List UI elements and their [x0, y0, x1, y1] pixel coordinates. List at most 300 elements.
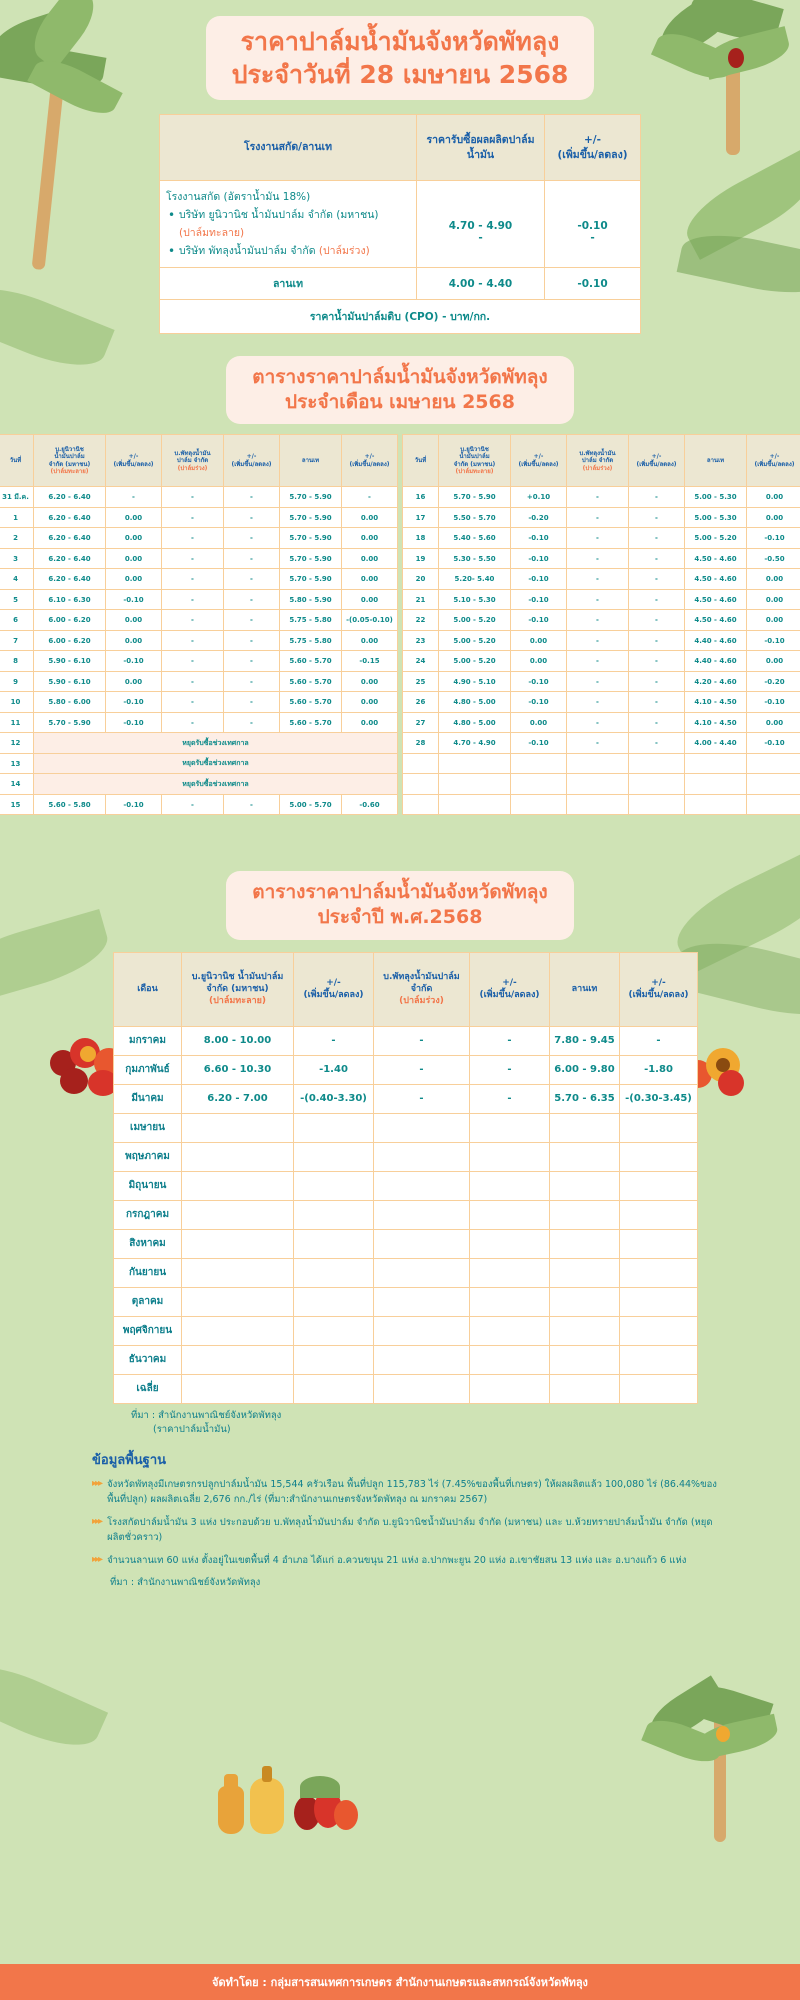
- cell-holiday: หยุดรับซื้อช่วงเทศกาล: [34, 774, 398, 795]
- chg-r3: +/-: [651, 453, 662, 461]
- table-row: [0, 487, 398, 508]
- cell-lanthe-change: [620, 1374, 698, 1403]
- cell-phatthalung-change: [629, 774, 685, 795]
- col-header-lanthe: ลานเท: [685, 435, 747, 487]
- cell-phatthalung-price: -: [567, 692, 629, 713]
- y-chg-3b: (เพิ่มขึ้น/ลดลง): [628, 990, 689, 1000]
- table-row: [403, 507, 800, 528]
- cell-lanthe-change: -1.80: [620, 1055, 698, 1084]
- chevron-right-icon: ▸▸▸: [92, 1553, 102, 1565]
- cell-univanich-price: 6.20 - 6.40: [34, 507, 106, 528]
- cell-holiday: หยุดรับซื้อช่วงเทศกาล: [34, 733, 398, 754]
- cell-lanthe-price: 5.00 - 5.30: [685, 507, 747, 528]
- cell-univanich-change: 0.00: [106, 548, 162, 569]
- cell-month: สิงหาคม: [114, 1229, 182, 1258]
- cell-day: 15: [0, 794, 34, 815]
- factory-list-cell: [160, 181, 417, 268]
- cell-day: 23: [403, 630, 439, 651]
- cell-lanthe-price: 4.20 - 4.60: [685, 671, 747, 692]
- cell-univanich-price: [182, 1258, 294, 1287]
- cell-phatthalung-change: -: [629, 733, 685, 754]
- cell-phatthalung-change: [470, 1316, 550, 1345]
- col-header-change-1: [294, 952, 374, 1026]
- main-title-wrap: [0, 0, 800, 100]
- cell-univanich-change: -0.10: [511, 589, 567, 610]
- cell-phatthalung-price: -: [567, 528, 629, 549]
- chevron-right-icon: ▸▸▸: [92, 1478, 102, 1489]
- cell-phatthalung-price: [374, 1200, 470, 1229]
- factory-change-cell: [545, 181, 641, 268]
- cell-lanthe-change: 0.00: [747, 712, 800, 733]
- cell-lanthe-change: 0.00: [747, 569, 800, 590]
- cell-lanthe-price: 5.60 - 5.70: [280, 692, 342, 713]
- y-pat-l3: (ปาล์มร่วง): [399, 996, 444, 1007]
- year-title-line2: ประจำปี พ.ศ.2568: [317, 906, 483, 929]
- yearly-source: [113, 1409, 687, 1438]
- cell-day: 7: [0, 630, 34, 651]
- cell-phatthalung-change: -: [629, 507, 685, 528]
- table-row: [114, 1084, 698, 1113]
- cell-phatthalung-price: -: [162, 671, 224, 692]
- uni-l3: จำกัด (มหาชน): [48, 460, 91, 468]
- cell-univanich-change: -0.10: [106, 692, 162, 713]
- cell-lanthe-price: 4.40 - 4.60: [685, 651, 747, 672]
- cell-phatthalung-change: -: [629, 589, 685, 610]
- cell-day: 20: [403, 569, 439, 590]
- cell-phatthalung-change: -: [629, 569, 685, 590]
- cell-lanthe-change: 0.00: [342, 569, 398, 590]
- cell-day: 6: [0, 610, 34, 631]
- cell-phatthalung-change: -: [470, 1055, 550, 1084]
- table-row: [403, 630, 800, 651]
- cell-lanthe-price: 5.60 - 5.70: [280, 712, 342, 733]
- note-item: [92, 1477, 730, 1508]
- cell-phatthalung-change: [470, 1345, 550, 1374]
- table-row: [403, 692, 800, 713]
- cell-lanthe-price: 4.10 - 4.50: [685, 712, 747, 733]
- cell-lanthe-price: 5.70 - 6.35: [550, 1084, 620, 1113]
- cell-univanich-change: [294, 1142, 374, 1171]
- cell-lanthe-price: [550, 1229, 620, 1258]
- cell-phatthalung-change: -: [224, 630, 280, 651]
- cell-day: 18: [403, 528, 439, 549]
- table-row: [0, 753, 398, 774]
- cell-univanich-price: 5.20- 5.40: [439, 569, 511, 590]
- factory-heading: โรงงานสกัด (อัตราน้ำมัน 18%): [166, 191, 311, 203]
- cell-lanthe-price: 5.00 - 5.70: [280, 794, 342, 815]
- cell-univanich-change: [294, 1316, 374, 1345]
- table-row: [160, 268, 641, 300]
- cell-month: มกราคม: [114, 1026, 182, 1055]
- cell-univanich-price: 5.00 - 5.20: [439, 630, 511, 651]
- table-row: [114, 1287, 698, 1316]
- cell-lanthe-change: [620, 1316, 698, 1345]
- uni-l3r: จำกัด (มหาชน): [453, 460, 496, 468]
- uni-l1: บ.ยูนิวานิช: [55, 445, 84, 453]
- cell-lanthe-change: [620, 1258, 698, 1287]
- cell-phatthalung-change: -: [629, 548, 685, 569]
- factory-name-2: บริษัท พัทลุงน้ำมันปาล์ม จำกัด: [179, 245, 319, 258]
- cell-univanich-price: [182, 1287, 294, 1316]
- cell-month: ธันวาคม: [114, 1345, 182, 1374]
- col-header-phatthalung: [162, 435, 224, 487]
- cell-univanich-price: [439, 774, 511, 795]
- cell-lanthe-price: 5.70 - 5.90: [280, 548, 342, 569]
- cell-univanich-change: 0.00: [106, 630, 162, 651]
- cell-univanich-price: [439, 753, 511, 774]
- table-row: [403, 794, 800, 815]
- month-title-wrap: [0, 356, 800, 424]
- chg-r4: (เพิ่มขึ้น/ลดลง): [636, 460, 677, 468]
- cell-phatthalung-change: -: [224, 507, 280, 528]
- cell-lanthe-price: 6.00 - 9.80: [550, 1055, 620, 1084]
- monthly-table-left: [0, 434, 398, 815]
- col-header-change-1: [511, 435, 567, 487]
- cell-univanich-change: -0.10: [106, 794, 162, 815]
- col-header-change-2: [224, 435, 280, 487]
- cpo-note-row: [160, 300, 641, 334]
- cell-univanich-price: 5.70 - 5.90: [439, 487, 511, 508]
- cell-day: 2: [0, 528, 34, 549]
- y-chg-1b: (เพิ่มขึ้น/ลดลง): [303, 990, 364, 1000]
- cell-lanthe-change: -: [342, 487, 398, 508]
- pat-l2r: ปาล์ม จำกัด: [581, 457, 614, 465]
- table-row: [0, 651, 398, 672]
- cell-lanthe-change: [620, 1200, 698, 1229]
- cell-day: [403, 794, 439, 815]
- cell-phatthalung-change: [629, 753, 685, 774]
- cell-lanthe-price: 4.50 - 4.60: [685, 548, 747, 569]
- cell-lanthe-change: -0.10: [747, 528, 800, 549]
- cell-univanich-change: +0.10: [511, 487, 567, 508]
- factory-price-1: 4.70 - 4.90: [448, 220, 513, 233]
- cell-phatthalung-price: [374, 1229, 470, 1258]
- cell-univanich-change: -0.10: [511, 548, 567, 569]
- cell-univanich-price: 8.00 - 10.00: [182, 1026, 294, 1055]
- cell-day: 9: [0, 671, 34, 692]
- pat-l1r: บ.พัทลุงน้ำมัน: [579, 449, 616, 457]
- table-row: [0, 610, 398, 631]
- cell-univanich-change: -0.10: [106, 651, 162, 672]
- table-row: [403, 733, 800, 754]
- cell-univanich-change: 0.00: [106, 671, 162, 692]
- cell-lanthe-price: [685, 774, 747, 795]
- table-row: [0, 794, 398, 815]
- chg-l1c: +/-: [364, 453, 375, 461]
- cell-lanthe-change: 0.00: [747, 487, 800, 508]
- cell-lanthe-price: [550, 1142, 620, 1171]
- y-chg-2b: (เพิ่มขึ้น/ลดลง): [479, 990, 540, 1000]
- cell-month: เมษายน: [114, 1113, 182, 1142]
- cell-univanich-change: [294, 1171, 374, 1200]
- table-row: [0, 507, 398, 528]
- cell-univanich-change: 0.00: [106, 528, 162, 549]
- cell-phatthalung-price: -: [567, 548, 629, 569]
- cell-phatthalung-change: -: [470, 1026, 550, 1055]
- cell-month: กุมภาพันธ์: [114, 1055, 182, 1084]
- cell-day: 17: [403, 507, 439, 528]
- cell-univanich-change: 0.00: [511, 630, 567, 651]
- cell-univanich-change: 0.00: [106, 507, 162, 528]
- cell-univanich-price: 5.10 - 5.30: [439, 589, 511, 610]
- table-row: [0, 589, 398, 610]
- cell-phatthalung-price: -: [567, 712, 629, 733]
- cell-phatthalung-price: -: [162, 528, 224, 549]
- cell-univanich-change: -0.10: [511, 692, 567, 713]
- table-row: [0, 733, 398, 754]
- table-row: [0, 671, 398, 692]
- monthly-price-tables: [2, 434, 795, 815]
- daily-price-table-wrap: [159, 114, 641, 334]
- chg-l2c: (เพิ่มขึ้น/ลดลง): [349, 460, 390, 468]
- table-row: [0, 630, 398, 651]
- cell-lanthe-change: [620, 1229, 698, 1258]
- cell-phatthalung-price: -: [374, 1055, 470, 1084]
- col-header-lanthe: ลานเท: [280, 435, 342, 487]
- note-item: [92, 1553, 730, 1568]
- cell-phatthalung-price: [567, 774, 629, 795]
- table-row: [114, 1316, 698, 1345]
- palm-fruit-icon: [716, 1726, 730, 1742]
- table-row: [160, 181, 641, 268]
- cell-lanthe-change: [747, 774, 800, 795]
- cell-phatthalung-price: -: [567, 589, 629, 610]
- cell-lanthe-change: 0.00: [342, 692, 398, 713]
- cell-lanthe-change: [620, 1171, 698, 1200]
- yearly-price-table-wrap: [113, 952, 692, 1404]
- cell-univanich-change: [511, 753, 567, 774]
- cell-lanthe-change: 0.00: [747, 589, 800, 610]
- cell-lanthe-price: 5.60 - 5.70: [280, 651, 342, 672]
- cell-day: 31 มี.ค.: [0, 487, 34, 508]
- cell-day: 8: [0, 651, 34, 672]
- factory-change-2: -: [590, 232, 595, 245]
- cell-day: 21: [403, 589, 439, 610]
- cell-univanich-price: [182, 1374, 294, 1403]
- cell-phatthalung-change: -: [629, 630, 685, 651]
- y-pat-l1: บ.พัทลุงน้ำมันปาล์ม: [383, 971, 460, 982]
- col-header-change-3: [620, 952, 698, 1026]
- cell-phatthalung-price: -: [567, 733, 629, 754]
- factory-name-1: บริษัท ยูนิวานิช น้ำมันปาล์ม จำกัด (มหาชน): [179, 209, 379, 222]
- cell-phatthalung-price: -: [162, 651, 224, 672]
- table-row: [0, 548, 398, 569]
- cell-phatthalung-change: -: [470, 1084, 550, 1113]
- cell-univanich-price: [182, 1200, 294, 1229]
- cell-phatthalung-change: [470, 1229, 550, 1258]
- col-header-change-2: [470, 952, 550, 1026]
- factory-price-2: -: [478, 232, 483, 245]
- uni-l4: (ปาล์มทะลาย): [50, 468, 89, 476]
- monthly-left-body: [0, 487, 398, 815]
- cell-phatthalung-price: -: [567, 507, 629, 528]
- table-row: [403, 589, 800, 610]
- factory-price-cell: [417, 181, 545, 268]
- table-row: [114, 1229, 698, 1258]
- yearly-body: [114, 1026, 698, 1403]
- cell-day: 25: [403, 671, 439, 692]
- cell-univanich-price: 5.60 - 5.80: [34, 794, 106, 815]
- pat-l3r: (ปาล์มร่วง): [582, 464, 613, 472]
- year-title-line1: ตารางราคาปาล์มน้ำมันจังหวัดพัทลุง: [252, 881, 548, 904]
- cell-univanich-change: -(0.40-3.30): [294, 1084, 374, 1113]
- col-header-change-line2: (เพิ่มขึ้น/ลดลง): [557, 148, 628, 161]
- cell-lanthe-change: [620, 1113, 698, 1142]
- cell-month: พฤษภาคม: [114, 1142, 182, 1171]
- cell-lanthe-change: -0.60: [342, 794, 398, 815]
- cell-day: 11: [0, 712, 34, 733]
- cell-lanthe-price: [550, 1287, 620, 1316]
- cell-phatthalung-change: -: [224, 692, 280, 713]
- cell-univanich-price: 6.60 - 10.30: [182, 1055, 294, 1084]
- lanthe-label: ลานเท: [160, 268, 417, 300]
- table-header-row: [403, 435, 800, 487]
- cell-phatthalung-price: -: [162, 630, 224, 651]
- col-header-change-2: [629, 435, 685, 487]
- col-header-change: [545, 115, 641, 181]
- yearly-price-table: [113, 952, 698, 1404]
- cell-phatthalung-change: -: [224, 712, 280, 733]
- cell-phatthalung-change: -: [629, 712, 685, 733]
- cell-lanthe-change: [747, 753, 800, 774]
- cell-lanthe-change: 0.00: [342, 671, 398, 692]
- cell-phatthalung-price: -: [162, 712, 224, 733]
- basic-info-notes: [70, 1449, 730, 1590]
- table-row: [403, 487, 800, 508]
- cell-phatthalung-price: [374, 1287, 470, 1316]
- cell-phatthalung-change: -: [629, 651, 685, 672]
- cell-day: 3: [0, 548, 34, 569]
- factory-tag-2: (ปาล์มร่วง): [318, 245, 370, 258]
- yearly-source-line1: ที่มา : สำนักงานพาณิชย์จังหวัดพัทลุง: [131, 1409, 282, 1421]
- table-row: [114, 1055, 698, 1084]
- cell-univanich-change: 0.00: [511, 651, 567, 672]
- table-row: [403, 548, 800, 569]
- cell-phatthalung-price: -: [374, 1084, 470, 1113]
- cell-lanthe-price: 4.40 - 4.60: [685, 630, 747, 651]
- table-row: [403, 610, 800, 631]
- cell-phatthalung-change: -: [629, 692, 685, 713]
- cell-univanich-price: 5.90 - 6.10: [34, 671, 106, 692]
- table-row: [0, 712, 398, 733]
- cell-phatthalung-price: [567, 753, 629, 774]
- cell-day: 4: [0, 569, 34, 590]
- cell-lanthe-change: 0.00: [342, 712, 398, 733]
- month-title-line2: ประจำเดือน เมษายน 2568: [285, 391, 515, 414]
- produce-illustration: [210, 1760, 380, 1838]
- col-header-change-line1: +/-: [584, 134, 601, 147]
- cell-month: กันยายน: [114, 1258, 182, 1287]
- col-header-change-1: [106, 435, 162, 487]
- cell-lanthe-price: 4.10 - 4.50: [685, 692, 747, 713]
- note-item: [92, 1515, 730, 1546]
- cpo-note: ราคาน้ำมันปาล์มดิบ (CPO) - บาท/กก.: [160, 300, 641, 334]
- table-row: [114, 1026, 698, 1055]
- cell-lanthe-price: 4.50 - 4.60: [685, 610, 747, 631]
- uni-l1r: บ.ยูนิวานิช: [460, 445, 489, 453]
- page-title-line1: ราคาปาล์มน้ำมันจังหวัดพัทลุง: [240, 27, 560, 56]
- page-title: [206, 16, 595, 100]
- cell-univanich-price: 4.90 - 5.10: [439, 671, 511, 692]
- cell-univanich-price: 5.80 - 6.00: [34, 692, 106, 713]
- cell-lanthe-change: -(0.05-0.10): [342, 610, 398, 631]
- cell-phatthalung-price: -: [162, 589, 224, 610]
- cell-lanthe-price: 5.60 - 5.70: [280, 671, 342, 692]
- table-row: [114, 1374, 698, 1403]
- cell-univanich-change: [294, 1374, 374, 1403]
- cell-lanthe-price: 5.70 - 5.90: [280, 569, 342, 590]
- chevron-right-icon: ▸▸▸: [92, 1515, 102, 1527]
- cell-phatthalung-price: [374, 1113, 470, 1142]
- cell-phatthalung-price: [374, 1345, 470, 1374]
- uni-l2: น้ำมันปาล์ม: [54, 453, 85, 461]
- cell-day: [403, 753, 439, 774]
- cell-lanthe-change: 0.00: [747, 651, 800, 672]
- col-header-month: เดือน: [114, 952, 182, 1026]
- factory-change-1: -0.10: [577, 220, 608, 233]
- cell-lanthe-price: [550, 1200, 620, 1229]
- y-uni-l1: บ.ยูนิวานิช น้ำมันปาล์ม: [191, 971, 284, 982]
- cell-univanich-change: [294, 1287, 374, 1316]
- cell-day: 13: [0, 753, 34, 774]
- cell-univanich-change: -: [294, 1026, 374, 1055]
- cell-phatthalung-change: -: [629, 671, 685, 692]
- cell-phatthalung-change: -: [224, 651, 280, 672]
- chg-r1: +/-: [533, 453, 544, 461]
- cell-lanthe-change: 0.00: [747, 507, 800, 528]
- cell-lanthe-change: -0.50: [747, 548, 800, 569]
- chg-r2: (เพิ่มขึ้น/ลดลง): [518, 460, 559, 468]
- cell-day: 16: [403, 487, 439, 508]
- col-header-price: ราคารับซื้อผลผลิตปาล์มน้ำมัน: [417, 115, 545, 181]
- cell-phatthalung-price: -: [162, 794, 224, 815]
- cell-univanich-change: -1.40: [294, 1055, 374, 1084]
- table-row: [403, 753, 800, 774]
- cell-lanthe-price: [550, 1171, 620, 1200]
- cell-month: ตุลาคม: [114, 1287, 182, 1316]
- lanthe-change: -0.10: [545, 268, 641, 300]
- cell-lanthe-change: [620, 1287, 698, 1316]
- cell-univanich-price: 5.00 - 5.20: [439, 651, 511, 672]
- cell-day: 1: [0, 507, 34, 528]
- cell-univanich-price: [439, 794, 511, 815]
- notes-source: ที่มา : สำนักงานพาณิชย์จังหวัดพัทลุง: [110, 1576, 261, 1588]
- cell-phatthalung-price: [374, 1258, 470, 1287]
- cell-phatthalung-change: -: [224, 569, 280, 590]
- cell-phatthalung-price: -: [567, 630, 629, 651]
- cell-univanich-change: -: [106, 487, 162, 508]
- cell-univanich-price: [182, 1113, 294, 1142]
- notes-heading: ข้อมูลพื้นฐาน: [92, 1453, 167, 1468]
- cell-lanthe-change: -0.10: [747, 630, 800, 651]
- cell-phatthalung-change: -: [224, 589, 280, 610]
- y-chg-2a: +/-: [502, 977, 517, 988]
- cell-month: พฤศจิกายน: [114, 1316, 182, 1345]
- cell-lanthe-change: 0.00: [342, 507, 398, 528]
- cell-month: เฉลี่ย: [114, 1374, 182, 1403]
- cell-univanich-price: [182, 1316, 294, 1345]
- table-row: [0, 774, 398, 795]
- cell-lanthe-change: 0.00: [342, 630, 398, 651]
- cell-lanthe-price: 5.00 - 5.30: [685, 487, 747, 508]
- table-header-row: [0, 435, 398, 487]
- chg-r6: (เพิ่มขึ้น/ลดลง): [754, 460, 795, 468]
- cell-lanthe-change: 0.00: [342, 528, 398, 549]
- cell-phatthalung-price: -: [162, 569, 224, 590]
- cell-univanich-price: 6.20 - 6.40: [34, 548, 106, 569]
- cell-phatthalung-change: [470, 1113, 550, 1142]
- cell-phatthalung-price: -: [162, 507, 224, 528]
